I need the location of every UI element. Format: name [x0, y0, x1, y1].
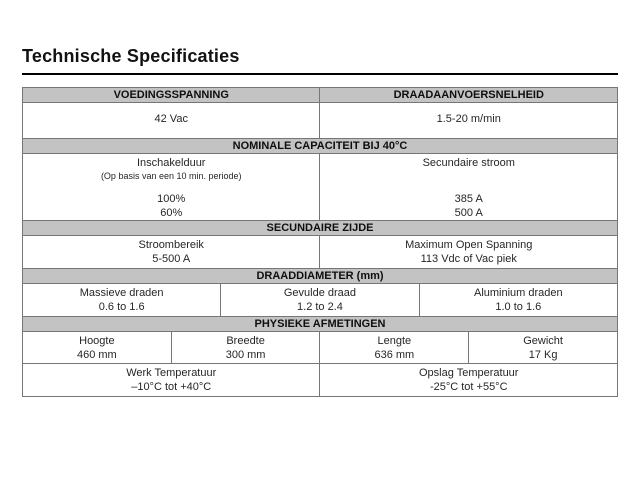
spacer: [320, 170, 617, 192]
max-open-spanning-value: 113 Vdc of Vac piek: [420, 253, 517, 265]
werk-temperatuur-value: –10°C tot +40°C: [131, 381, 212, 393]
spacer: [23, 182, 319, 192]
gewicht-label: Gewicht: [523, 334, 563, 347]
row-temperatuur-values: [23, 364, 618, 397]
row-duty-cycle: [23, 154, 618, 221]
row-draaddiameter-header: [23, 269, 618, 284]
breedte-cell: [171, 332, 320, 364]
hoogte-value: 460 mm: [76, 348, 117, 361]
row-physieke-afmetingen-values: [23, 332, 618, 364]
opslag-temperatuur-value: -25°C tot +55°C: [429, 381, 508, 393]
inschakelduur-cell: [23, 154, 320, 221]
secundaire-stroom-label: Secundaire stroom: [422, 157, 515, 169]
aluminium-draden-label: Aluminium draden: [473, 287, 563, 299]
massieve-draden-label: Massieve draden: [79, 287, 164, 299]
voedingsspanning-value: 42 Vac: [154, 113, 188, 125]
draadaanvoersnelheid-header-cell: DRAADAANVOERSNELHEID: [320, 88, 618, 103]
row-secundaire-zijde-header: [23, 221, 618, 236]
gevulde-draad-value: 1.2 to 2.4: [297, 301, 343, 313]
lengte-label: Lengte: [377, 334, 412, 347]
aluminium-draden-value: 1.0 to 1.6: [495, 301, 542, 313]
row-physieke-afmetingen-header: [23, 317, 618, 332]
opslag-temperatuur-cell: [320, 364, 618, 397]
row-supply-values: [23, 103, 618, 139]
physieke-afmetingen-header-cell: PHYSIEKE AFMETINGEN: [23, 317, 618, 332]
werk-temperatuur-label: Werk Temperatuur: [126, 367, 217, 379]
secundaire-stroom-value-500: 500 A: [454, 207, 483, 219]
gewicht-value: 17 Kg: [528, 348, 558, 361]
row-supply-headers: [23, 88, 618, 103]
title-underline: [22, 46, 618, 75]
nominale-capaciteit-header-cell: NOMINALE CAPACITEIT BIJ 40°C: [23, 139, 618, 154]
breedte-label: Breedte: [226, 334, 265, 347]
stroombereik-label: Stroombereik: [138, 239, 204, 251]
lengte-cell: [320, 332, 469, 364]
page-title: Technische Specificaties: [22, 46, 240, 66]
gevulde-draad-cell: [221, 284, 419, 317]
row-secundaire-zijde-values: [23, 236, 618, 269]
werk-temperatuur-cell: [23, 364, 320, 397]
aluminium-draden-cell: [419, 284, 617, 317]
gevulde-draad-label: Gevulde draad: [283, 287, 357, 299]
secundaire-zijde-header-cell: SECUNDAIRE ZIJDE: [23, 221, 618, 236]
stroombereik-cell: [23, 236, 320, 269]
draadaanvoersnelheid-value: 1.5-20 m/min: [436, 113, 501, 125]
stroombereik-value: 5-500 A: [152, 253, 191, 265]
opslag-temperatuur-label: Opslag Temperatuur: [419, 367, 519, 379]
row-draaddiameter-values: [23, 284, 618, 317]
secundaire-stroom-value-385: 385 A: [454, 193, 483, 205]
draadaanvoersnelheid-value-cell: [320, 103, 618, 139]
voedingsspanning-value-cell: [23, 103, 320, 139]
draaddiameter-header-cell: DRAADDIAMETER (mm): [23, 269, 618, 284]
max-open-spanning-cell: [320, 236, 618, 269]
row-nominale-header: [23, 139, 618, 154]
hoogte-label: Hoogte: [79, 334, 115, 347]
inschakelduur-value-100: 100%: [157, 193, 186, 205]
lengte-value: 636 mm: [374, 348, 415, 361]
inschakelduur-label: Inschakelduur: [136, 157, 206, 169]
massieve-draden-value: 0.6 to 1.6: [98, 301, 145, 313]
massieve-draden-cell: [23, 284, 221, 317]
max-open-spanning-label: Maximum Open Spanning: [405, 239, 533, 251]
breedte-value: 300 mm: [225, 348, 266, 361]
secundaire-stroom-cell: [320, 154, 618, 221]
technical-specs-table: [22, 87, 618, 397]
hoogte-cell: [23, 332, 172, 364]
inschakelduur-value-60: 60%: [160, 207, 183, 219]
inschakelduur-note: (Op basis van een 10 min. periode): [100, 171, 242, 181]
voedingsspanning-header-cell: VOEDINGSSPANNING: [23, 88, 320, 103]
gewicht-cell: [469, 332, 618, 364]
